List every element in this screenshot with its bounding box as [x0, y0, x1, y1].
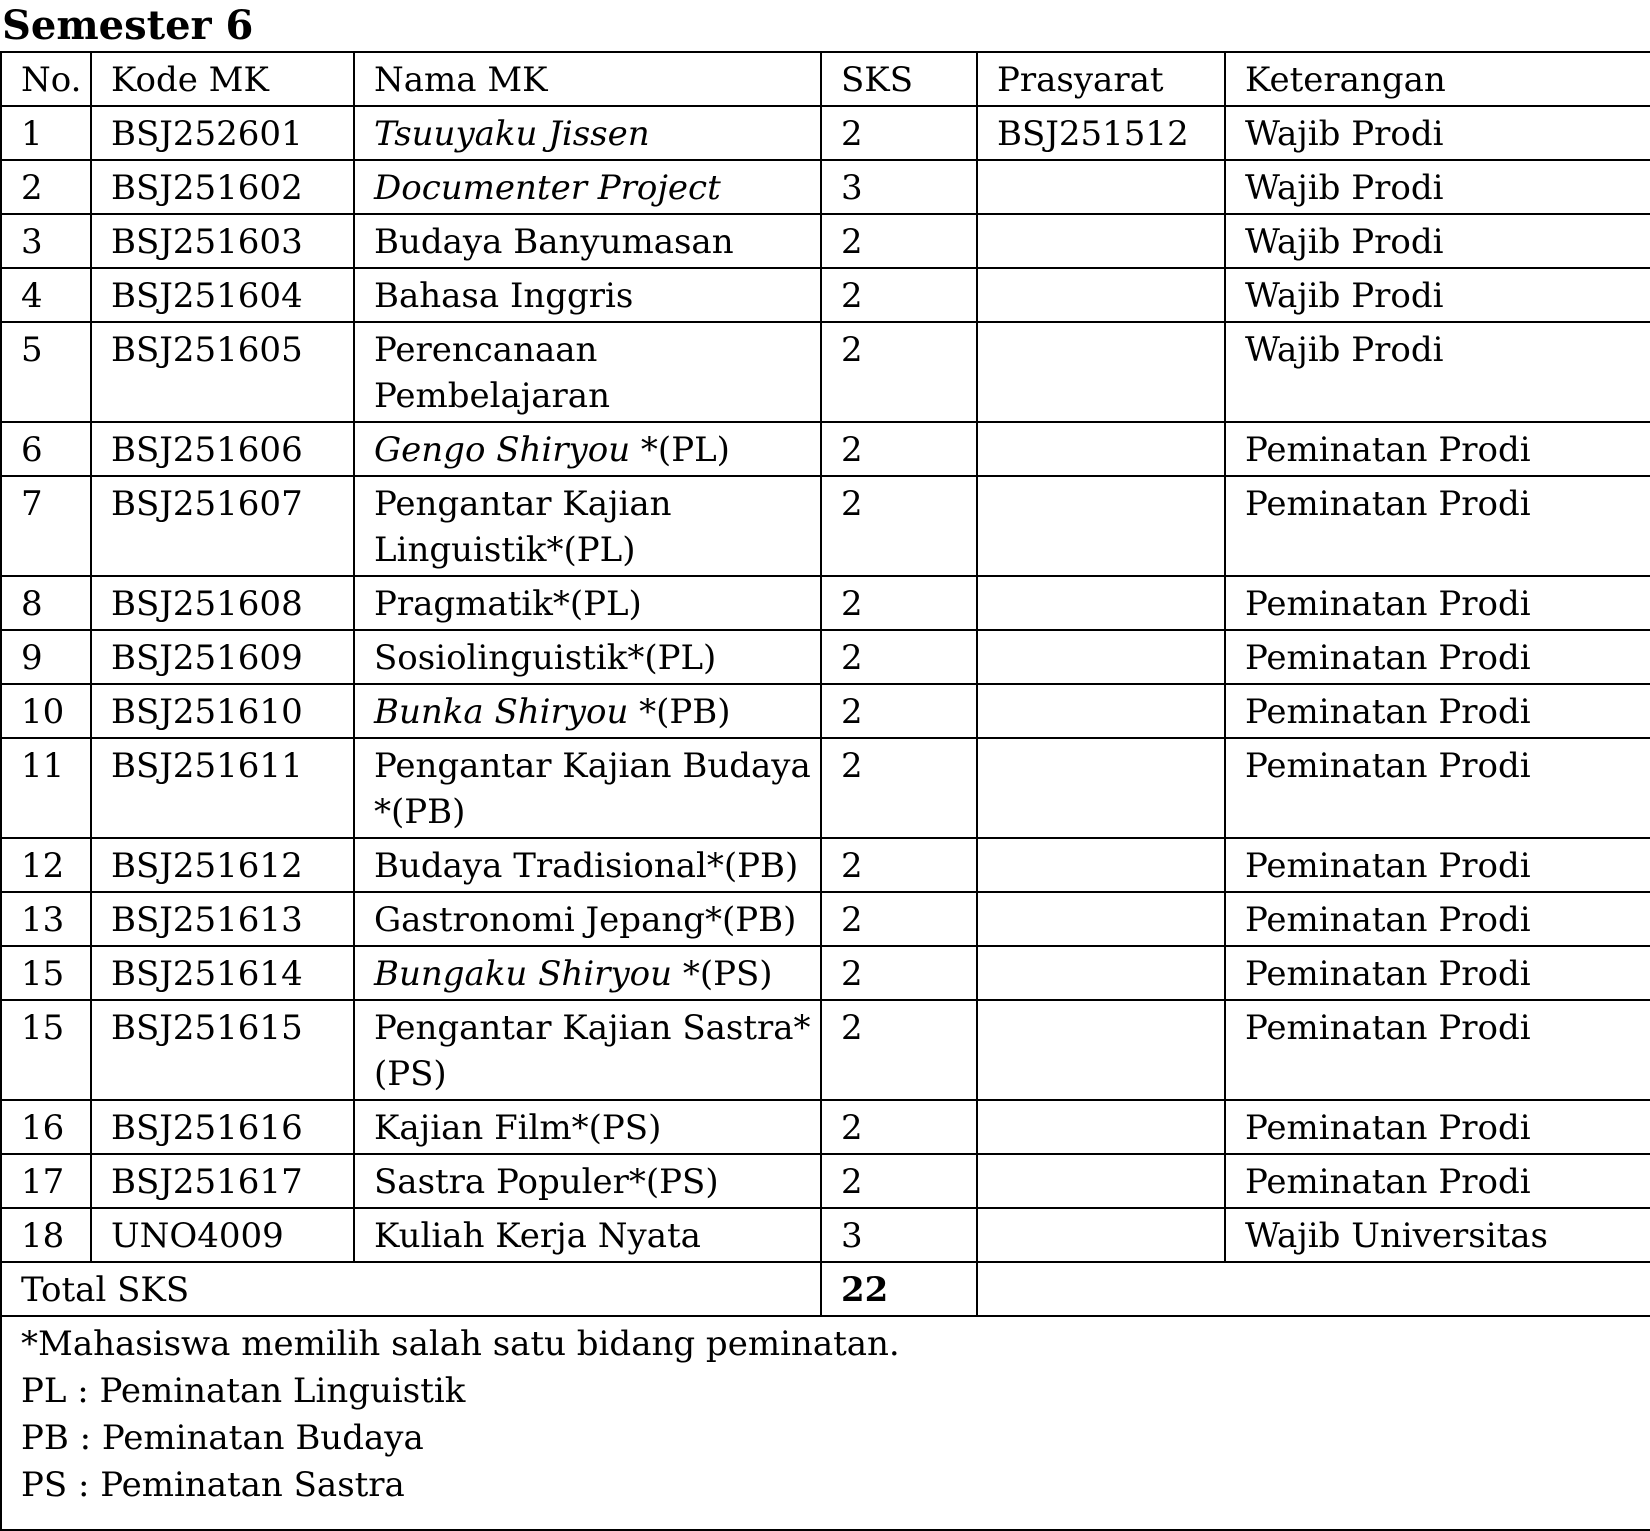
table-row	[1, 630, 1650, 684]
cell-prasyarat	[977, 160, 1225, 214]
cell-kode: BSJ251612	[91, 838, 354, 892]
table-row	[1, 214, 1650, 268]
cell-no: 9	[1, 630, 91, 684]
cell-no: 18	[1, 1208, 91, 1262]
cell-keterangan: Peminatan Prodi	[1225, 946, 1650, 1000]
cell-sks: 2	[821, 1154, 977, 1208]
cell-prasyarat	[977, 1000, 1225, 1100]
cell-no: 7	[1, 476, 91, 576]
table-row	[1, 476, 1650, 576]
cell-nama	[354, 160, 821, 214]
header-sks: SKS	[821, 52, 977, 106]
cell-keterangan: Peminatan Prodi	[1225, 1100, 1650, 1154]
total-sks-value: 22	[821, 1262, 977, 1316]
cell-prasyarat	[977, 268, 1225, 322]
cell-no: 13	[1, 892, 91, 946]
table-row	[1, 160, 1650, 214]
cell-keterangan: Wajib Universitas	[1225, 1208, 1650, 1262]
cell-nama: Kuliah Kerja Nyata	[354, 1208, 821, 1262]
table-row	[1, 892, 1650, 946]
cell-kode: BSJ252601	[91, 106, 354, 160]
cell-nama: Pengantar Kajian Budaya *(PB)	[354, 738, 821, 838]
cell-sks: 2	[821, 738, 977, 838]
table-row	[1, 268, 1650, 322]
cell-keterangan: Peminatan Prodi	[1225, 1154, 1650, 1208]
page-title: Semester 6	[2, 2, 254, 49]
cell-prasyarat	[977, 476, 1225, 576]
header-kode-mk: Kode MK	[91, 52, 354, 106]
cell-sks: 2	[821, 476, 977, 576]
table-row	[1, 684, 1650, 738]
table-row	[1, 838, 1650, 892]
cell-kode: BSJ251614	[91, 946, 354, 1000]
cell-nama-text: Bunka Shiryou	[374, 692, 629, 732]
cell-keterangan: Wajib Prodi	[1225, 106, 1650, 160]
cell-kode: BSJ251611	[91, 738, 354, 838]
table-row	[1, 1000, 1650, 1100]
cell-kode: BSJ251606	[91, 422, 354, 476]
cell-kode: BSJ251616	[91, 1100, 354, 1154]
cell-kode: BSJ251603	[91, 214, 354, 268]
cell-sks: 2	[821, 838, 977, 892]
cell-keterangan: Peminatan Prodi	[1225, 892, 1650, 946]
total-sks-label: Total SKS	[1, 1262, 821, 1316]
cell-prasyarat: BSJ251512	[977, 106, 1225, 160]
cell-sks: 2	[821, 684, 977, 738]
table-row	[1, 946, 1650, 1000]
cell-prasyarat	[977, 1208, 1225, 1262]
cell-nama: Perencanaan Pembelajaran	[354, 322, 821, 422]
course-table	[0, 51, 1650, 1531]
cell-no: 11	[1, 738, 91, 838]
cell-nama-suffix: *(PL)	[630, 430, 730, 470]
cell-prasyarat	[977, 322, 1225, 422]
cell-nama-text: Documenter Project	[374, 168, 721, 208]
cell-prasyarat	[977, 946, 1225, 1000]
cell-nama: Bahasa Inggris	[354, 268, 821, 322]
cell-no: 16	[1, 1100, 91, 1154]
cell-sks: 3	[821, 1208, 977, 1262]
cell-keterangan: Peminatan Prodi	[1225, 476, 1650, 576]
cell-nama: Gastronomi Jepang*(PB)	[354, 892, 821, 946]
header-prasyarat: Prasyarat	[977, 52, 1225, 106]
table-row	[1, 1208, 1650, 1262]
cell-no: 2	[1, 160, 91, 214]
cell-prasyarat	[977, 1154, 1225, 1208]
cell-sks: 3	[821, 160, 977, 214]
cell-nama	[354, 946, 821, 1000]
cell-nama	[354, 684, 821, 738]
header-keterangan: Keterangan	[1225, 52, 1650, 106]
cell-kode: BSJ251604	[91, 268, 354, 322]
cell-kode: BSJ251610	[91, 684, 354, 738]
table-row	[1, 738, 1650, 838]
cell-no: 4	[1, 268, 91, 322]
cell-kode: BSJ251613	[91, 892, 354, 946]
cell-keterangan: Peminatan Prodi	[1225, 422, 1650, 476]
cell-no: 15	[1, 946, 91, 1000]
table-row	[1, 1100, 1650, 1154]
cell-sks: 2	[821, 946, 977, 1000]
cell-no: 3	[1, 214, 91, 268]
cell-keterangan: Peminatan Prodi	[1225, 684, 1650, 738]
cell-keterangan: Peminatan Prodi	[1225, 630, 1650, 684]
cell-no: 15	[1, 1000, 91, 1100]
cell-sks: 2	[821, 422, 977, 476]
note-line: PL : Peminatan Linguistik	[21, 1371, 466, 1411]
legend-notes	[1, 1316, 1650, 1530]
cell-keterangan: Peminatan Prodi	[1225, 576, 1650, 630]
cell-sks: 2	[821, 268, 977, 322]
cell-kode: BSJ251615	[91, 1000, 354, 1100]
cell-nama-text: Gengo Shiryou	[374, 430, 631, 470]
cell-kode: BSJ251605	[91, 322, 354, 422]
cell-sks: 2	[821, 576, 977, 630]
cell-nama-text: Bungaku Shiryou	[374, 954, 673, 994]
cell-prasyarat	[977, 738, 1225, 838]
table-row	[1, 422, 1650, 476]
cell-nama: Pengantar Kajian Sastra*(PS)	[354, 1000, 821, 1100]
cell-no: 1	[1, 106, 91, 160]
cell-no: 12	[1, 838, 91, 892]
cell-keterangan: Wajib Prodi	[1225, 322, 1650, 422]
total-empty-cell	[977, 1262, 1650, 1316]
header-row	[1, 52, 1650, 106]
table-row	[1, 106, 1650, 160]
note-line: PS : Peminatan Sastra	[21, 1465, 405, 1505]
cell-sks: 2	[821, 892, 977, 946]
cell-keterangan: Wajib Prodi	[1225, 160, 1650, 214]
cell-prasyarat	[977, 1100, 1225, 1154]
cell-kode: BSJ251609	[91, 630, 354, 684]
cell-keterangan: Wajib Prodi	[1225, 214, 1650, 268]
table-row	[1, 1154, 1650, 1208]
cell-prasyarat	[977, 576, 1225, 630]
cell-no: 17	[1, 1154, 91, 1208]
cell-nama	[354, 422, 821, 476]
cell-prasyarat	[977, 422, 1225, 476]
cell-nama: Budaya Banyumasan	[354, 214, 821, 268]
cell-kode: UNO4009	[91, 1208, 354, 1262]
cell-keterangan: Peminatan Prodi	[1225, 1000, 1650, 1100]
cell-keterangan: Wajib Prodi	[1225, 268, 1650, 322]
cell-sks: 2	[821, 106, 977, 160]
note-line: PB : Peminatan Budaya	[21, 1418, 424, 1458]
cell-prasyarat	[977, 630, 1225, 684]
cell-kode: BSJ251617	[91, 1154, 354, 1208]
table-row	[1, 576, 1650, 630]
cell-prasyarat	[977, 892, 1225, 946]
note-line: *Mahasiswa memilih salah satu bidang peminatan.	[21, 1324, 900, 1364]
cell-nama	[354, 106, 821, 160]
cell-no: 10	[1, 684, 91, 738]
table-row	[1, 322, 1650, 422]
cell-prasyarat	[977, 838, 1225, 892]
cell-nama-suffix: *(PB)	[628, 692, 731, 732]
cell-kode: BSJ251602	[91, 160, 354, 214]
cell-sks: 2	[821, 214, 977, 268]
cell-nama: Pengantar Kajian Linguistik*(PL)	[354, 476, 821, 576]
cell-prasyarat	[977, 214, 1225, 268]
cell-kode: BSJ251607	[91, 476, 354, 576]
cell-nama: Pragmatik*(PL)	[354, 576, 821, 630]
cell-no: 5	[1, 322, 91, 422]
cell-nama-text: Tsuuyaku Jissen	[374, 114, 650, 154]
header-nama-mk: Nama MK	[354, 52, 821, 106]
cell-nama: Kajian Film*(PS)	[354, 1100, 821, 1154]
cell-nama: Budaya Tradisional*(PB)	[354, 838, 821, 892]
cell-sks: 2	[821, 630, 977, 684]
total-row	[1, 1262, 1650, 1316]
cell-keterangan: Peminatan Prodi	[1225, 738, 1650, 838]
legend-row	[1, 1316, 1650, 1530]
cell-prasyarat	[977, 684, 1225, 738]
cell-nama: Sosiolinguistik*(PL)	[354, 630, 821, 684]
cell-no: 6	[1, 422, 91, 476]
cell-keterangan: Peminatan Prodi	[1225, 838, 1650, 892]
cell-no: 8	[1, 576, 91, 630]
cell-sks: 2	[821, 1100, 977, 1154]
cell-nama-suffix: *(PS)	[672, 954, 773, 994]
cell-sks: 2	[821, 1000, 977, 1100]
cell-sks: 2	[821, 322, 977, 422]
header-no: No.	[1, 52, 91, 106]
cell-kode: BSJ251608	[91, 576, 354, 630]
cell-nama: Sastra Populer*(PS)	[354, 1154, 821, 1208]
